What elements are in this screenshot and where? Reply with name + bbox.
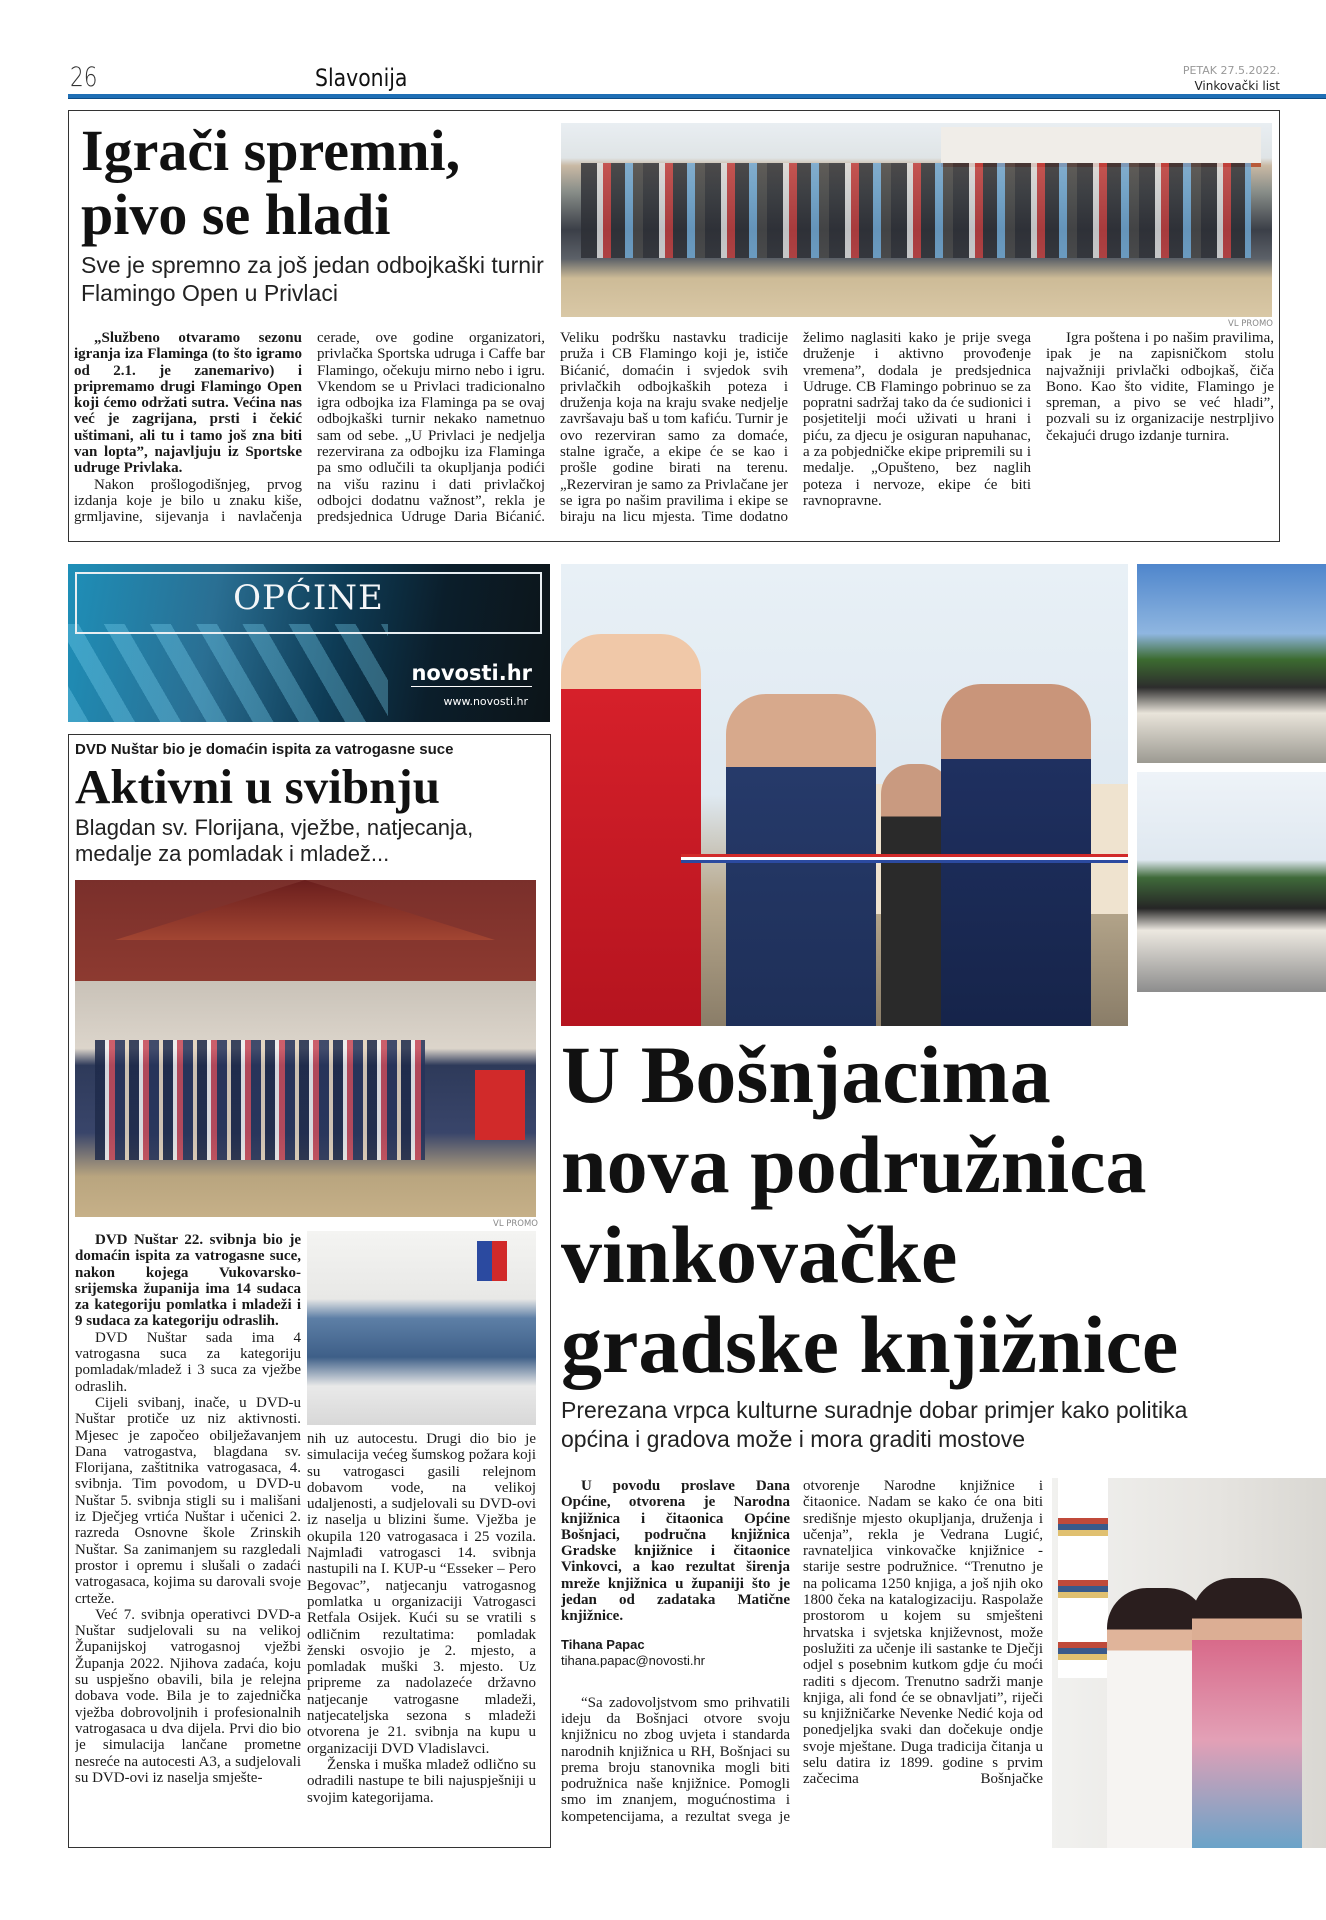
headline-line: Igrači spremni, xyxy=(81,118,461,183)
flags xyxy=(477,1241,507,1281)
flag xyxy=(475,1070,525,1140)
article-headline xyxy=(81,119,559,247)
girl-red-dress xyxy=(561,634,701,1026)
article-paragraph: Ženska i muška mladež odlično su odradili nastupe te bili najuspješniji u svojim kategorijama. xyxy=(307,1756,536,1806)
article-paragraph: nih uz autocestu. Drugi dio bio je simulacija većeg šumskog požara koji su vatrogasci gasili relejnom dobavom vode, na velikoj udaljenosti, a sudjelovali su DVD-ovi iz naselja u blizini šume. Vježba je okupila 120 vatrogasaca i 25 vozila. Najmlađi vatrogasci 14. svibnja nastupili na I. KUP-u “Esseker – Pero Begovac”, natjecanju vatrogasnog pomlatka u organizaciji Vatrogasci Retfala Osijek. Kući su se vratili s odličnim rezultatima: pomladak ženski osvojio je 2. mjesto, a pomladak muški 3. mjesto. Uz pripreme za nadolazeće državno natjecanje vatrogasne mladeži, natjecateljska sezona s mladeži otvorena je 21. svibnja na kupu u organizaciji DVD Vladislavci. xyxy=(307,1431,536,1757)
building xyxy=(941,127,1261,167)
article-subhead: Blagdan sv. Florijana, vježbe, natjecanja, medalje za pomladak i mladež... xyxy=(75,815,474,866)
tricolor-ribbon xyxy=(681,854,1128,863)
article-paragraph: Cijeli svibanj, inače, u DVD-u Nuštar protiče uz niz aktivnosti. Mjesec je započeo obilježavanjem Dana vatrogastva, blagdana sv. Florijana, zaštitnika vatrogasaca, 4. svibnja. Tim povodom, u DVD-u Nuštar 5. svibnja stigli su i mališani iz Dječjeg vrtića Nuštar i učenici 2. razreda Osnovne škole Zrinskih Nuštar. Sa zanimanjem su razgledali prostor i opremu i slušali o zadaći vatrogasaca, kojima su darovali svoje crteže. xyxy=(75,1394,301,1607)
article-paragraph: “Sa zadovoljstvom smo prihvatili ideju da Bošnjaci otvore svoju knjižnicu no zbog uvjeta i standarda narodnih knjižnica u RH, Bošnjaci su prema broju stanovnika mogli biti podružnica naše knjižnice. Pomogli smo im znanjem, mogućnostima i kompetencijama, a rezultat svega je xyxy=(561,1694,790,1825)
headline-line: vinkovačke xyxy=(561,1209,958,1300)
author-name: Tihana Papac xyxy=(561,1636,645,1652)
article-column-1 xyxy=(75,1232,301,1844)
photo-credit: VL PROMO xyxy=(1228,319,1273,329)
article-column-2 xyxy=(803,1478,1043,1848)
banner-pattern xyxy=(68,624,388,722)
article-lead: U povodu proslave Dana Općine, otvorena je Narodna knjižnica i čitaonica Općine Bošnjaci, područna knjižnica Gradske knjižnice i čitaonice Vinkovci, a kao rezultat širenja mreže knjižnica u županiji što je jedan od zadataka Matične knjižnice. xyxy=(561,1478,790,1625)
article-paragraph: Već 7. svibnja operativci DVD-a Nuštar sudjelovali su na velikoj Županijskoj vatrogasnoj vježbi Županja 2022. Njihova zadaća, koju su uspješno obavili, bila je relejna dobava vode. Bila je to zajednička vježba dobrovoljnih i profesionalnih vatrogasaca u dva dijela. Prvi dio bio je simulacija lančane prometne nesreće na autocesti A3, a sudjelovali su DVD-ovi iz naselja smješte- xyxy=(75,1606,301,1786)
section-title: Slavonija xyxy=(315,64,408,92)
article-heading-block xyxy=(81,119,559,307)
article-paragraph: Nakon prošlogodišnjeg, prvog izdanja koje je bilo u znaku kiše, grmljavine, sijevanja i navlačenja cerade, ove godine organizatori, privlačka Sportska udruga i Caffe bar Flamingo, očekuju mirno nebo i igru. Vkendom se u Privlaci tradicionalno igra odbojka iza Flaminga pa se ovaj odbojkaški turnir nekako nametnuo sam od sebe. „U Privlaci je nedjelja rezervirana za odbojku iza Flaminga pa smo odlučili ta okupljanja podići na višu razinu i dati privlačkoj odbojci dodatnu važnost”, rekla je predsjednica Udruge Daria Bićanić. Veliku podršku nastavku tradicije pruža i CB Flamingo koji je, ističe Bićanić, domaćin i svjedok svih privlačkih odbojkaških poteza i druženja koja na kraju svake nedjelje završavaju baš u tom kafiću. Turnir je ovo rezerviran samo za domaće, stalne igrače, a ekipe će se kao i prošle godine birati na terenu. „Rezerviran je samo za Privlačane jer se igra po našim pravilima i ekipe se biraju na licu mjesta. Time dodatno želimo naglasiti kako je prije svega druženje i aktivno provođenje vremena”, dodala je predsjednica Udruge. CB Flamingo pobrinuo se za popratni sadržaj tako da će sudionici i posjetitelji moći uživati u hrani i piću, za djecu je osiguran napuhanac, a za pobjedničke ekipe pripremili su i medalje. „Opušteno, bez naglih poteza i nervoze, ekipe će biti ravnopravne. xyxy=(74,330,1031,526)
article-lead: „Službeno otvaramo sezonu igranja iza Flaminga (to što igramo od 2.1. je zanemarivo) i pripremamo drugi Flamingo Open koji ćemo održati sutra. Većina nas već je zagrijana, prsti i čekić uštimani, ali tu i tamo još zna biti van lopta”, najavljuju iz Sportske udruge Privlaka. xyxy=(74,330,302,477)
volleyball-team-photo xyxy=(561,123,1272,317)
article-paragraph: DVD Nuštar sada ima 4 vatrogasna suca za kategoriju pomladak/mladež i 3 suca za vježbe odraslih. xyxy=(75,1329,301,1395)
page-number: 26 xyxy=(70,62,98,93)
novosti-logo: novosti.hr xyxy=(411,661,532,685)
folk-group-photo-1 xyxy=(1137,564,1326,763)
headline-line: gradske knjižnice xyxy=(561,1299,1179,1390)
headline-line: pivo se hladi xyxy=(81,182,391,247)
article-column-2 xyxy=(307,1431,536,1843)
article-subhead: Sve je spremno za još jedan odbojkaški turnir Flamingo Open u Privlaci xyxy=(81,252,544,306)
bookshelf xyxy=(1058,1478,1108,1678)
ribbon-cutting-photo xyxy=(561,564,1128,1026)
folk-group-photo-2 xyxy=(1137,772,1326,992)
article-lead: DVD Nuštar 22. svibnja bio je domaćin ispita za vatrogasne suce, nakon kojega Vukovarsko-srijemska županija ima 14 sudaca za kategoriju pomlatka i mladeži i 9 sudaca za kategoriju odraslih. xyxy=(75,1232,301,1330)
group-people xyxy=(95,1040,425,1160)
woman-floral-dress xyxy=(1192,1578,1302,1848)
header-rule xyxy=(68,94,1326,99)
publication-name: Vinkovački list xyxy=(1194,79,1280,93)
article-column-1 xyxy=(561,1478,790,1848)
librarians-photo xyxy=(1052,1478,1326,1848)
article-heading-block xyxy=(561,1030,1326,1454)
photo-credit: VL PROMO xyxy=(493,1219,538,1229)
headline-line: nova podružnica xyxy=(561,1119,1147,1210)
article-subhead: Prerezana vrpca kulturne suradnje dobar primjer kako politika općina i gradova može i mora graditi mostove xyxy=(561,1397,1188,1452)
article-heading-block xyxy=(75,741,545,867)
article-headline xyxy=(561,1030,1326,1390)
article-dvd xyxy=(68,734,551,1848)
article-body xyxy=(74,330,1274,540)
banner-title: OPĆINE xyxy=(233,578,384,618)
article-paragraph: Igra poštena i po našim pravilima, ipak je na zapisničkom stolu najvažniji privlački odbojkaš, čiča Bono. Kao što vidite, Flamingo je spreman, a pivo se već hladi”, pozvali su iz organizacije nestrpljivo čekajući drugo izdanje turnira. xyxy=(1046,330,1274,444)
headline-line: U Bošnjacima xyxy=(561,1029,1051,1120)
article-headline: Aktivni u svibnju xyxy=(75,759,440,814)
roof xyxy=(115,880,495,940)
firefighters-group-photo xyxy=(75,880,536,1217)
opcine-banner xyxy=(68,564,550,722)
article-paragraph: otvorenje Narodne knjižnice i čitaonice. Nadam se kako će ona biti središnje mjesto okupljanja, druženja i učenja”, rekla je Vedrana Lugić, ravnateljica vinkovačke knjižnice - starije sestre podružnice. “Trenutno je na policama 1250 knjiga, a još njih oko 1800 čeka na katalogizaciju. Raspolaže prostorom u kojem su smješteni hrvatska i svjetska književnost, može poslužiti za učenje ili sastanke te Dječji odjel s posebnim kutkom gdje ću moći raditi s djecom. Trenutno sadrži manje knjiga, ali fond će se obnavljati”, riječi su knjižničarke Nevenke Nedić koja od ponedjeljka svaki dan dočekuje ondje svoje mještane. Duga tradicija čitanja u selu datira iz 1899. godine s prvim začecima Bošnjačke xyxy=(803,1478,1043,1788)
players-row xyxy=(581,163,1251,258)
author-email[interactable]: tihana.papac@novosti.hr xyxy=(561,1652,706,1668)
novosti-url: www.novosti.hr xyxy=(443,695,528,708)
issue-date: PETAK 27.5.2022. xyxy=(1182,64,1280,77)
article-volleyball xyxy=(68,110,1280,542)
firefighters-exam-photo xyxy=(307,1231,536,1425)
article-kicker: DVD Nuštar bio je domaćin ispita za vatrogasne suce xyxy=(75,741,454,758)
